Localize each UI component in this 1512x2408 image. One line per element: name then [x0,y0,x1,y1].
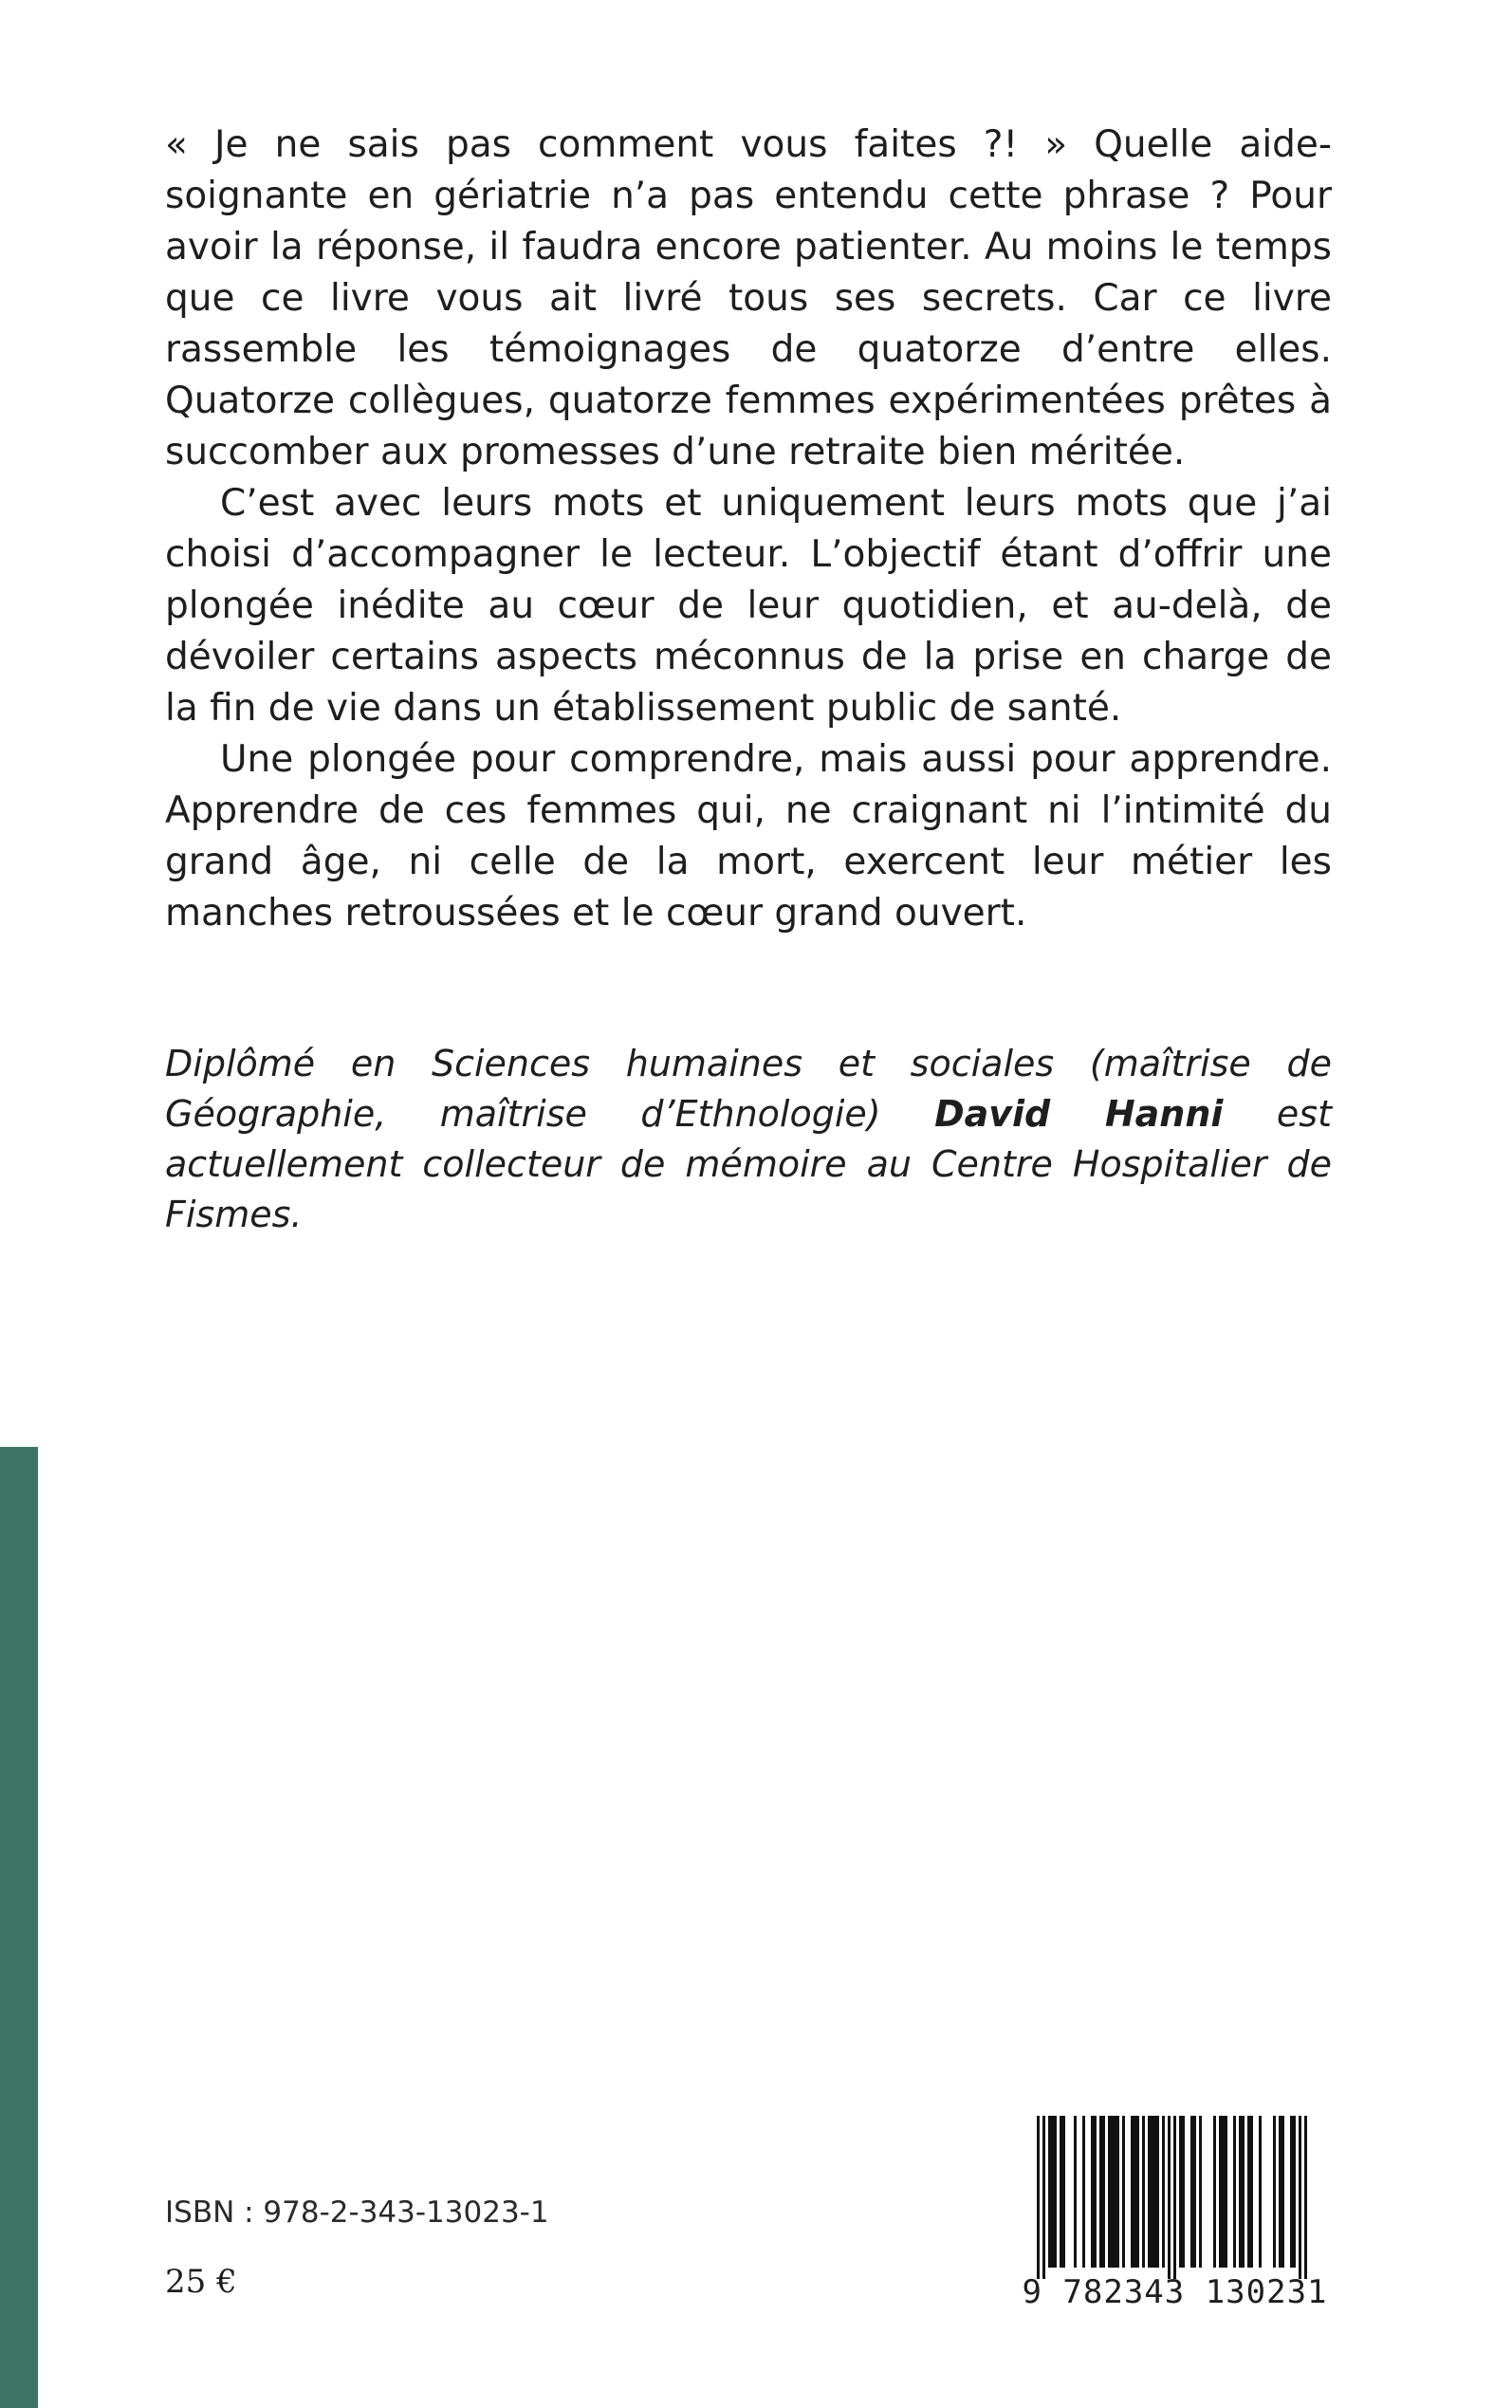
price-label: 25 € [165,2263,237,2301]
author-name: David Hanni [934,1093,1224,1135]
barcode-bar [1239,2116,1242,2268]
barcode-bar [1054,2116,1057,2268]
barcode-bar [1273,2116,1276,2268]
barcode-bar [1099,2116,1102,2268]
barcode-bar [1225,2116,1227,2268]
barcode-bar [1247,2116,1250,2268]
barcode-bar [1213,2116,1216,2268]
barcode-bar [1048,2116,1051,2268]
barcode-bar [1293,2116,1296,2268]
barcode-bar [1037,2116,1040,2279]
barcode-bar [1091,2116,1094,2268]
barcode-bar [1179,2116,1182,2268]
barcode-bar [1082,2116,1085,2268]
barcode-bar [1199,2116,1202,2268]
barcode-bar [1122,2116,1125,2268]
barcode-bar [1114,2116,1116,2268]
blurb-paragraph-3: Une plongée pour comprendre, mais aussi pour apprendre. Apprendre de ces femmes qui, ne craignant ni l’intimité du grand âge, ni celle de la mort, exercent leur métier les manches retroussées et le cœur grand ouvert. [165,738,1332,935]
barcode-bar [1162,2116,1165,2268]
barcode-bar [1094,2116,1097,2268]
blurb-paragraph-2: C’est avec leurs mots et uniquement leurs mots que j’ai choisi d’accompagner le lecteur. L’objectif étant d’offrir une plongée inédite au cœur de leur quotidien, et au-delà, de dévoiler certains aspects méconnus de la prise en charge de la fin de vie dans un établissement public de santé. [165,482,1332,730]
barcode-bar [1148,2116,1151,2268]
barcode-bar [1233,2116,1236,2268]
spine-color-strip [0,1447,38,2408]
barcode-bar [1116,2116,1119,2268]
barcode-bar [1282,2116,1284,2268]
barcode-bar [1219,2116,1222,2268]
barcode-bar [1222,2116,1225,2268]
barcode-bar [1259,2116,1262,2268]
barcode-bar [1250,2116,1253,2268]
barcode-bar [1051,2116,1054,2268]
barcode-bar [1168,2116,1171,2279]
author-bio [165,1039,1332,1240]
barcode-bar [1062,2116,1065,2268]
barcode-bar [1102,2116,1105,2268]
barcode-bar [1111,2116,1114,2268]
barcode-bar [1131,2116,1134,2268]
barcode-bar [1190,2116,1193,2268]
barcode-bar [1299,2116,1301,2279]
barcode-bar [1074,2116,1077,2268]
isbn-label: ISBN : 978-2-343-13023-1 [165,2195,549,2230]
author-bio-rest: est actuellement collecteur de mémoire au Centre Hospitalier de Fismes. [165,1093,1332,1235]
blurb-paragraph-1: « Je ne sais pas comment vous faites ?! » Quelle aide-soignante en gériatrie n’a pas entendu cette phrase ? Pour avoir la réponse, il faudra encore patienter. Au moins le temps que ce livre vous ait livré tous ses secrets. Car ce livre rassemble les témoignages de quatorze d’entre elles. Quatorze collègues, quatorze femmes expérimentées prêtes à succomber aux promesses d’une retraite bien méritée. [165,123,1332,473]
author-bio-intro: Diplômé en Sciences humaines et sociales (maîtrise de Géographie, maîtrise d’Ethnologie) [165,1043,1332,1135]
barcode-bar [1290,2116,1293,2268]
barcode-bar [1153,2116,1156,2268]
barcode-bar [1242,2116,1245,2268]
barcode-bar [1134,2116,1136,2268]
barcode [1020,2112,1330,2315]
barcode-bar [1182,2116,1185,2268]
barcode-bar [1060,2116,1062,2268]
barcode-bar [1173,2116,1176,2279]
book-blurb [165,120,1332,939]
barcode-bar [1108,2116,1111,2268]
barcode-bar [1042,2116,1045,2279]
barcode-bar [1136,2116,1139,2268]
barcode-bar [1156,2116,1159,2268]
barcode-bar [1142,2116,1145,2268]
barcode-bar [1304,2116,1307,2279]
barcode-bar [1151,2116,1153,2268]
barcode-digits: 9 782343 130231 [1022,2273,1328,2311]
barcode-bar [1193,2116,1196,2268]
barcode-bar [1279,2116,1282,2268]
